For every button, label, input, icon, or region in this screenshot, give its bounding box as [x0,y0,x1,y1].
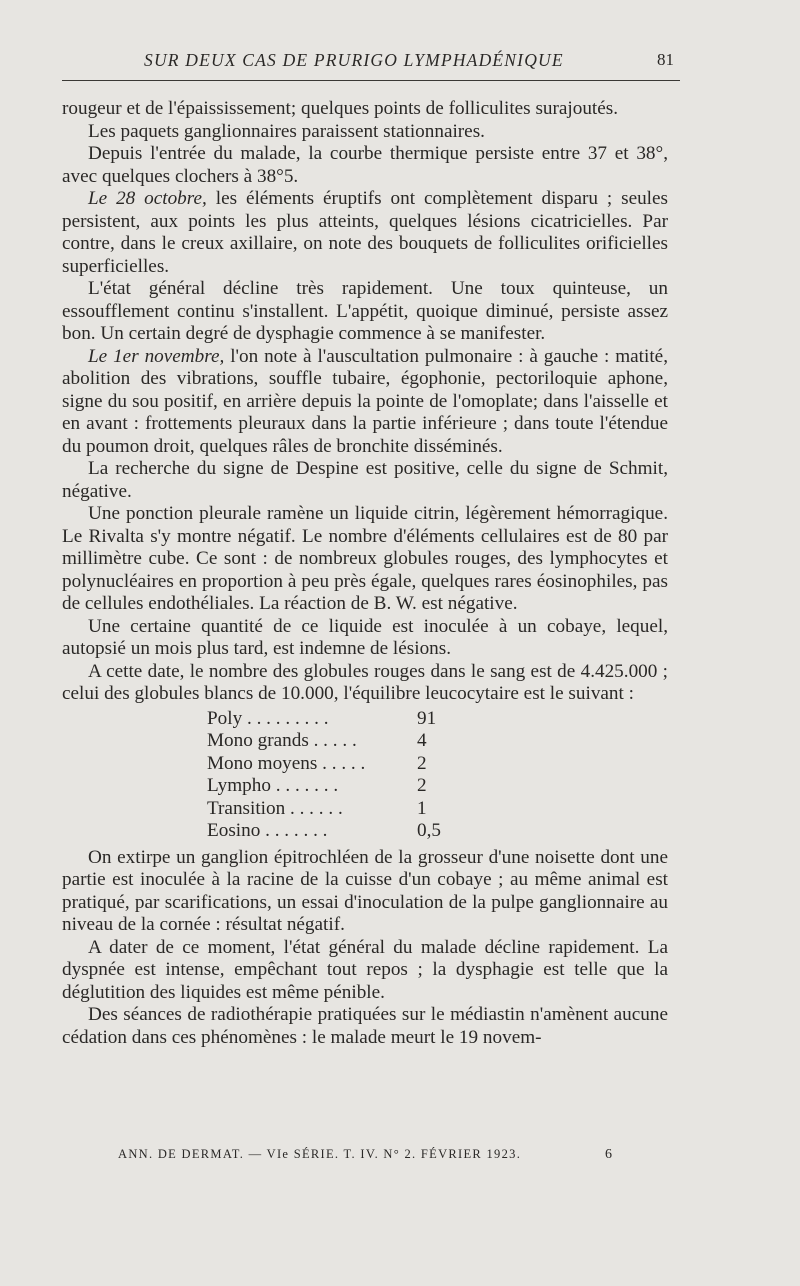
header-rule [62,80,680,81]
paragraph: Les paquets ganglionnaires paraissent stationnaires. [88,120,485,142]
running-title: SUR DEUX CAS DE PRURIGO LYMPHADÉNIQUE [144,50,564,70]
paragraph-text: l'on note à l'auscultation pulmonaire : à gauche : matité, abolition des vibrations, souffle tubaire, égophonie, pectoriloquie aphone, signe du sou positif, en arrière depuis la pointe de l'omoplate; dans l'aisselle et en avant : frottements pleuraux dans la partie inférieure ; dans toute l'étendue du poumon droit, quelques râles de bronchite disséminés. [62,345,668,457]
paragraph [62,346,668,459]
formula-label: Mono grands . . . . . [207,730,357,751]
journal-citation: ANN. DE DERMAT. — VIe SÉRIE. T. IV. N° 2. FÉVRIER 1923. [118,1147,522,1161]
paragraph: L'état général décline très rapidement. Une toux quinteuse, un essoufflement continu s'installent. L'appétit, quoique diminué, persiste assez bon. Un certain degré de dysphagie commence à se manifester. [62,278,668,344]
paragraph: A cette date, le nombre des globules rouges dans le sang est de 4.425.000 ; celui des globules blancs de 10.000, l'équilibre leucocytaire est le suivant : [62,660,668,704]
page-footer [118,1147,618,1162]
paragraph: A dater de ce moment, l'état général du malade décline rapidement. La dyspnée est intense, empêchant tout repos ; la dysphagie est telle que la déglutition des liquides est même pénible. [62,936,668,1003]
paragraph: Une ponction pleurale ramène un liquide citrin, légèrement hémorragique. Le Rivalta s'y montre négatif. Le nombre d'éléments cellulaires est de 80 par millimètre cube. Ce sont : de nombreux globules rouges, des lymphocytes et polynucléaires en proportion à peu près égale, quelques rares éosinophiles, pas de cellules endothéliales. La réaction de B. W. est négative. [62,503,668,614]
paragraph: Des séances de radiothérapie pratiquées sur le médiastin n'amènent aucune cédation dans ces phénomènes : le malade meurt le 19 novem- [62,1004,668,1048]
page-number: 81 [657,50,674,69]
paragraph [62,188,668,278]
table-row [207,820,477,843]
formula-label: Eosino . . . . . . . [207,820,328,841]
formula-label: Transition . . . . . . [207,797,343,819]
paragraph: La recherche du signe de Despine est positive, celle du signe de Schmit, négative. [62,458,668,502]
formula-value: 1 [417,797,427,819]
formula-value: 2 [417,752,427,774]
formula-value: 91 [417,707,437,729]
paragraph: Une certaine quantité de ce liquide est inoculée à un cobaye, lequel, autopsié un mois plus tard, est indemne de lésions. [62,615,668,659]
body-text [62,98,668,1049]
paragraph-date: Le 1er novembre, [88,345,225,367]
formula-value: 4 [417,730,427,751]
leucocyte-formula-table [207,708,477,843]
table-row [207,775,477,798]
table-row [207,730,477,753]
page-header [62,48,680,88]
signature-mark: 6 [605,1147,614,1162]
paragraph: On extirpe un ganglion épitrochléen de la grosseur d'une noisette dont une partie est inoculée à la racine de la cuisse d'un cobaye ; au même animal est pratiqué, par scarifications, un essai d'inoculation de la pulpe ganglionnaire au niveau de la cornée : résultat négatif. [62,846,668,935]
formula-label: Mono moyens . . . . . [207,752,366,774]
paragraph: rougeur et de l'épaississement; quelques points de folliculites surajoutés. [62,98,619,119]
paragraph-text: les éléments éruptifs ont complètement disparu ; seules persistent, aux points les plus atteints, quelques lésions cicatricielles. Par contre, dans le creux axillaire, on note des bouquets de folliculites orificielles superficielles. [62,188,668,277]
formula-label: Lympho . . . . . . . [207,775,339,796]
paragraph: Depuis l'entrée du malade, la courbe thermique persiste entre 37 et 38°, avec quelques clochers à 38°5. [62,143,668,187]
formula-value: 0,5 [417,820,441,841]
table-row [207,798,477,821]
formula-value: 2 [417,775,427,796]
formula-label: Poly . . . . . . . . . [207,707,329,729]
paragraph-date: Le 28 octobre, [88,188,207,209]
table-row [207,753,477,776]
table-row [207,708,477,731]
